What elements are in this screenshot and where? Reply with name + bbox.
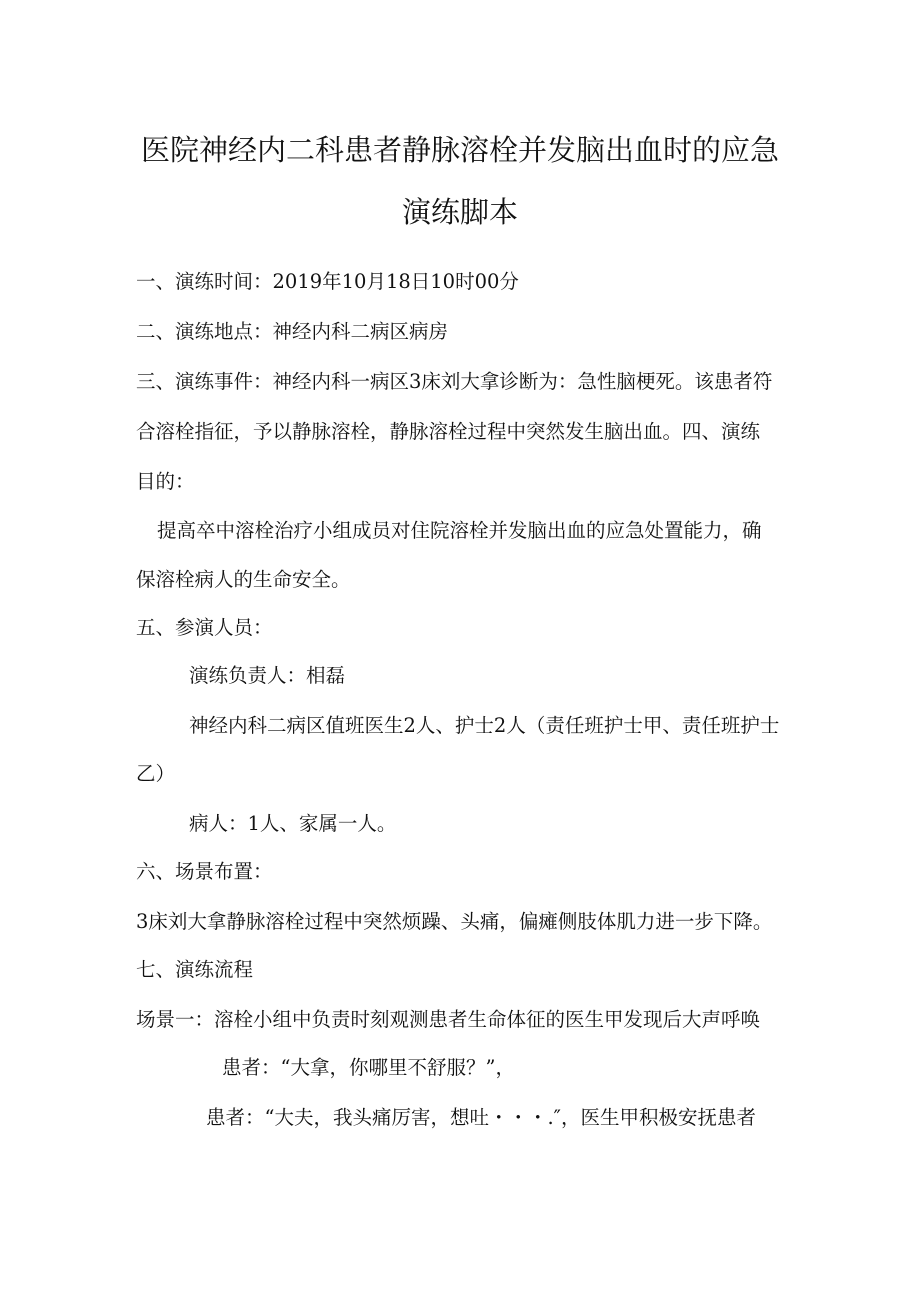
paragraph-drill-purpose-heading: 目的： [136, 470, 195, 493]
paragraph-drill-purpose-line-2: 保溶栓病人的生命安全。 [136, 568, 351, 591]
paragraph-drill-event-line-1: 三、演练事件：神经内科一病区3床刘大拿诊断为：急性脑梗死。该患者符 [136, 370, 773, 393]
paragraph-scene-setup-detail: 3床刘大拿静脉溶栓过程中突然烦躁、头痛，偏瘫侧肢体肌力进一步下降。 [136, 910, 773, 933]
paragraph-staff-line-1: 神经内科二病区值班医生2人、护士2人（责任班护士甲、责任班护士 [189, 714, 780, 737]
paragraph-patient-family: 病人：1人、家属一人。 [189, 812, 397, 835]
paragraph-staff-line-2: 乙） [136, 762, 176, 785]
paragraph-scene-setup-heading: 六、场景布置： [136, 860, 273, 883]
paragraph-drill-event-line-2: 合溶栓指征，予以静脉溶栓，静脉溶栓过程中突然发生脑出血。四、演练 [136, 420, 761, 443]
paragraph-dialogue-patient: 患者：“大夫，我头痛厉害，想吐・・・.″，医生甲积极安抚患者 [206, 1106, 756, 1129]
paragraph-participants-heading: 五、参演人员： [136, 616, 273, 639]
document-title-line-1: 医院神经内二科患者静脉溶栓并发脑出血时的应急 [140, 133, 779, 167]
paragraph-drill-process-heading: 七、演练流程 [136, 958, 254, 981]
paragraph-dialogue-doctor: 患者：“大拿，你哪里不舒服？”， [222, 1056, 515, 1079]
paragraph-scene-one: 场景一：溶栓小组中负责时刻观测患者生命体征的医生甲发现后大声呼唤 [136, 1008, 761, 1031]
paragraph-drill-purpose-line-1: 提高卒中溶栓治疗小组成员对住院溶栓并发脑出血的应急处置能力，确 [157, 519, 762, 542]
paragraph-drill-time: 一、演练时间：2019年10月18日10时00分 [136, 270, 519, 293]
paragraph-drill-lead: 演练负责人：相磊 [189, 664, 346, 687]
paragraph-drill-location: 二、演练地点：神经内科二病区病房 [136, 320, 449, 343]
document-title-line-2: 演练脚本 [401, 195, 518, 229]
